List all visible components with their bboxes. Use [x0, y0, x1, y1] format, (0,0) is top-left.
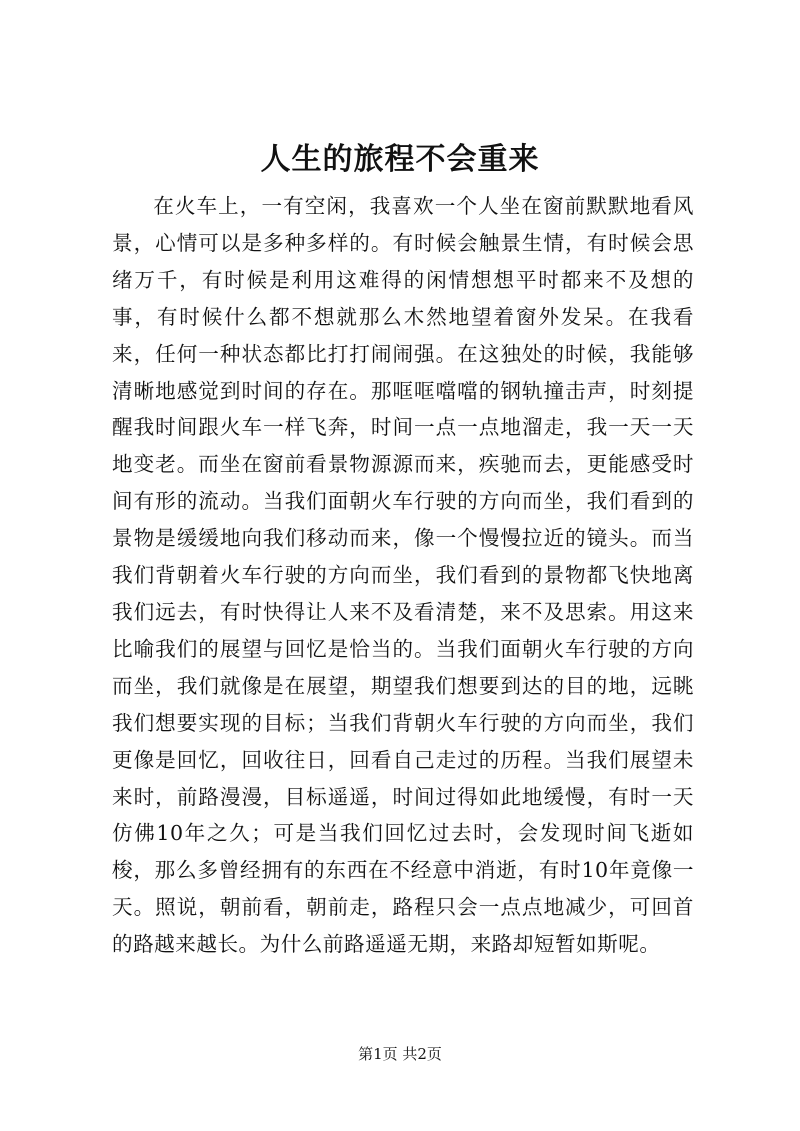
page-title: 人生的旅程不会重来: [260, 142, 540, 177]
body-paragraph: 在火车上，一有空闲，我喜欢一个人坐在窗前默默地看风景，心情可以是多种多样的。有时候会触景生情，有时候会思绪万千，有时候是利用这难得的闲情想想平时都来不及想的事，有时候什么都不想就那么木然地望着窗外发呆。在我看来，任何一种状态都比打打闹闹强。在这独处的时候，我能够清晰地感觉到时间的存在。那哐哐噹噹的钢轨撞击声，时刻提醒我时间跟火车一样飞奔，时间一点一点地溜走，我一天一天地变老。而坐在窗前看景物源源而来，疾驰而去，更能感受时间有形的流动。当我们面朝火车行驶的方向而坐，我们看到的景物是缓缓地向我们移动而来，像一个慢慢拉近的镜头。而当我们背朝着火车行驶的方向而坐，我们看到的景物都飞快地离我们远去，有时快得让人来不及看清楚，来不及思索。用这来比喻我们的展望与回忆是恰当的。当我们面朝火车行驶的方向而坐，我们就像是在展望，期望我们想要到达的目的地，远眺我们想要实现的目标；当我们背朝火车行驶的方向而坐，我们更像是回忆，回收往日，回看自己走过的历程。当我们展望未来时，前路漫漫，目标遥遥，时间过得如此地缓慢，有时一天仿佛10年之久；可是当我们回忆过去时，会发现时间飞逝如梭，那么多曾经拥有的东西在不经意中消逝，有时10年竟像一天。照说，朝前看，朝前走，路程只会一点点地减少，可回首的路越来越长。为什么前路遥遥无期，来路却短暂如斯呢。: [112, 194, 694, 957]
page-footer: 第1页 共2页: [358, 1045, 442, 1063]
